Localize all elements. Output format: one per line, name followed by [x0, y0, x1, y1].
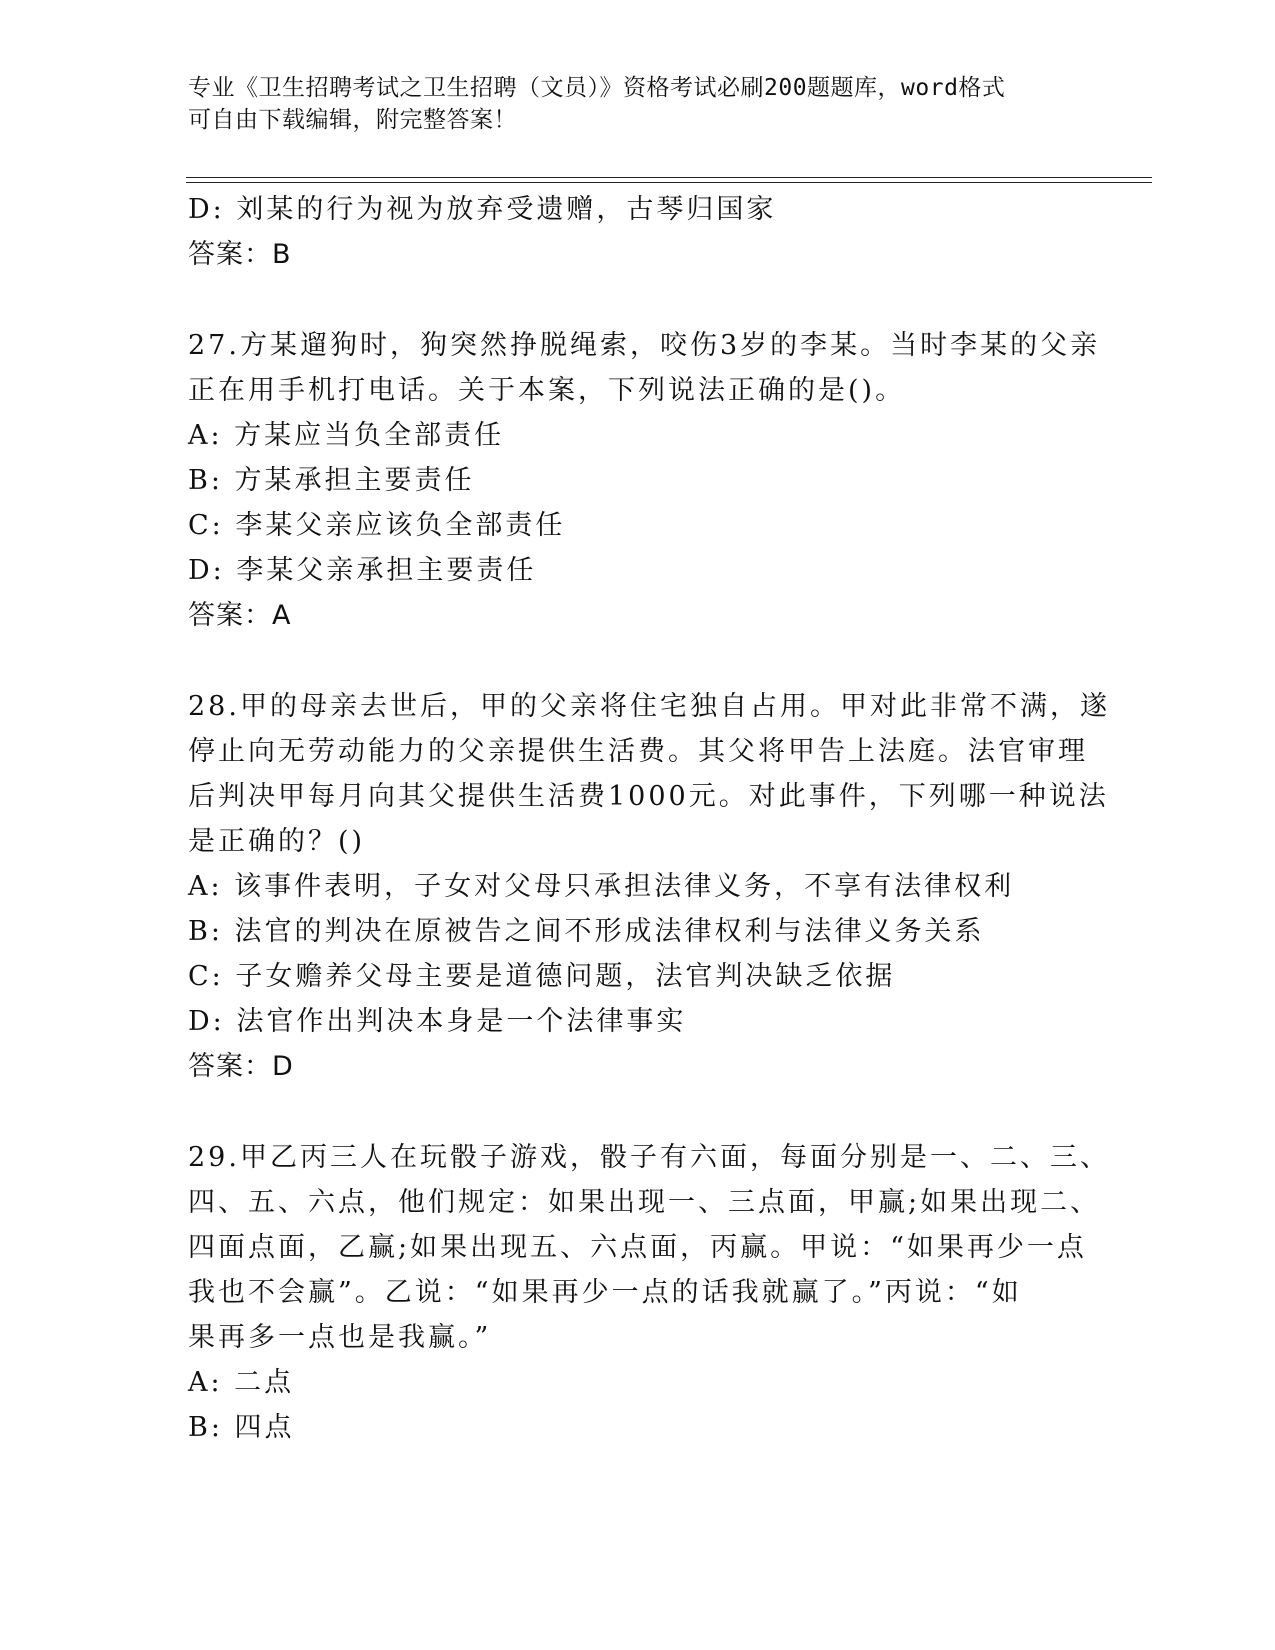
option-a: A: 该事件表明，子女对父母只承担法律义务，不享有法律权利 — [188, 871, 1015, 902]
question-28 — [188, 684, 1110, 1089]
answer: 答案：B — [188, 239, 292, 270]
answer: 答案：D — [188, 1051, 294, 1082]
option-d: D: 法官作出判决本身是一个法律事实 — [188, 1006, 687, 1037]
header-line-2: 可自由下载编辑，附完整答案！ — [188, 107, 517, 133]
option-b: B: 四点 — [188, 1412, 295, 1443]
question-text-line: 四、五、六点，他们规定：如果出现一、三点面，甲赢;如果出现二、 — [188, 1187, 1101, 1218]
header-rule-bottom — [186, 182, 1152, 183]
question-text-line: 27.方某遛狗时，狗突然挣脱绳索，咬伤3岁的李某。当时李某的父亲 — [188, 330, 1101, 361]
question-27 — [188, 323, 1101, 638]
option-b: B: 方某承担主要责任 — [188, 465, 475, 496]
document-body — [188, 187, 1110, 1450]
question-text-line: 后判决甲每月向其父提供生活费1000元。对此事件，下列哪一种说法 — [188, 781, 1109, 812]
question-text-line: 果再多一点也是我赢。” — [188, 1322, 492, 1353]
option-a: A: 二点 — [188, 1367, 295, 1398]
page-header — [188, 72, 1068, 136]
option-d: D: 李某父亲承担主要责任 — [188, 555, 537, 586]
question-text-line: 正在用手机打电话。关于本案，下列说法正确的是()。 — [188, 375, 906, 406]
header-rule-top — [186, 177, 1152, 178]
option-c: C: 子女赡养父母主要是道德问题，法官判决缺乏依据 — [188, 961, 896, 992]
option-d: D: 刘某的行为视为放弃受遗赠，古琴归国家 — [188, 194, 777, 225]
question-text-line: 停止向无劳动能力的父亲提供生活费。其父将甲告上法庭。法官审理 — [188, 736, 1088, 767]
question-text-line: 我也不会赢”。乙说：“如果再少一点的话我就赢了。”丙说：“如 — [188, 1277, 1022, 1308]
option-a: A: 方某应当负全部责任 — [188, 420, 505, 451]
question-text-line: 28.甲的母亲去世后，甲的父亲将住宅独自占用。甲对此非常不满，遂 — [188, 691, 1110, 722]
question-29 — [188, 1135, 1110, 1450]
question-text-line: 是正确的？() — [188, 826, 366, 857]
answer: 答案：A — [188, 600, 292, 631]
option-c: C: 李某父亲应该负全部责任 — [188, 510, 566, 541]
option-b: B: 法官的判决在原被告之间不形成法律权利与法律义务关系 — [188, 916, 985, 947]
previous-question-tail — [188, 187, 1088, 277]
question-text-line: 29.甲乙丙三人在玩骰子游戏，骰子有六面，每面分别是一、二、三、 — [188, 1142, 1110, 1173]
header-line-1: 专业《卫生招聘考试之卫生招聘（文员）》资格考试必刷200题题库，word格式 — [188, 75, 1006, 101]
question-text-line: 四面点面，乙赢;如果出现五、六点面，丙赢。甲说：“如果再少一点 — [188, 1232, 1087, 1263]
